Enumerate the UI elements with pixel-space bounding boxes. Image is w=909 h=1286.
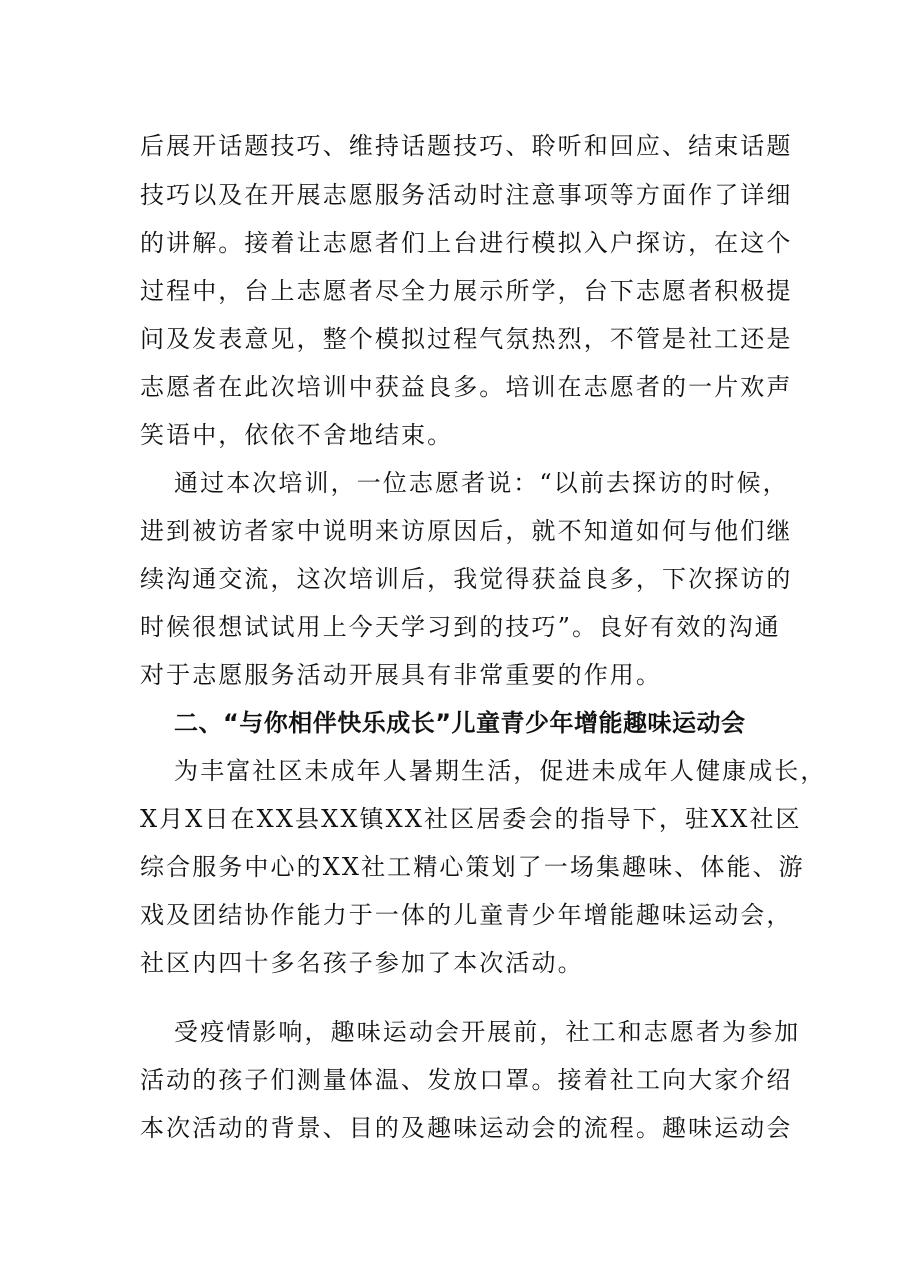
paragraph-2-line-4: 时候很想试试用上今天学习到的技巧”。良好有效的沟通 [140, 613, 781, 641]
paragraph-1-line-2: 技巧以及在开展志愿服务活动时注意事项等方面作了详细 [140, 181, 793, 209]
paragraph-1-line-6: 志愿者在此次培训中获益良多。培训在志愿者的一片欢声 [140, 373, 793, 401]
paragraph-2-line-1: 通过本次培训，一位志愿者说：“以前去探访的时候， [174, 469, 789, 497]
paragraph-3-line-1: 为丰富社区未成年人暑期生活，促进未成年人健康成长， [174, 757, 827, 785]
paragraph-3-line-4: 戏及团结协作能力于一体的儿童青少年增能趣味运动会， [140, 901, 793, 929]
paragraph-3-line-3: 综合服务中心的XX社工精心策划了一场集趣味、体能、游 [140, 853, 805, 881]
paragraph-1-line-5: 问及发表意见，整个模拟过程气氛热烈，不管是社工还是 [140, 325, 793, 353]
paragraph-1-line-4: 过程中，台上志愿者尽全力展示所学，台下志愿者积极提 [140, 277, 793, 305]
paragraph-3-line-2: X月X日在XX县XX镇XX社区居委会的指导下，驻XX社区 [140, 805, 802, 833]
paragraph-2-line-2: 进到被访者家中说明来访原因后，就不知道如何与他们继 [140, 517, 793, 545]
paragraph-2-line-5: 对于志愿服务活动开展具有非常重要的作用。 [140, 661, 662, 689]
paragraph-3-line-5: 社区内四十多名孩子参加了本次活动。 [140, 949, 584, 977]
paragraph-1-line-1: 后展开话题技巧、维持话题技巧、聆听和回应、结束话题 [140, 132, 793, 160]
paragraph-4-line-2: 活动的孩子们测量体温、发放口罩。接着社工向大家介绍 [140, 1066, 793, 1094]
section-heading: 二、“与你相伴快乐成长”儿童青少年增能趣味运动会 [174, 709, 746, 737]
paragraph-1-line-7: 笑语中，依依不舍地结束。 [140, 421, 454, 449]
paragraph-4-line-3: 本次活动的背景、目的及趣味运动会的流程。趣味运动会 [140, 1114, 793, 1142]
paragraph-1-line-3: 的讲解。接着让志愿者们上台进行模拟入户探访，在这个 [140, 229, 793, 257]
paragraph-2-line-3: 续沟通交流，这次培训后，我觉得获益良多，下次探访的 [140, 565, 793, 593]
paragraph-4-line-1: 受疫情影响，趣味运动会开展前，社工和志愿者为参加 [174, 1018, 801, 1046]
